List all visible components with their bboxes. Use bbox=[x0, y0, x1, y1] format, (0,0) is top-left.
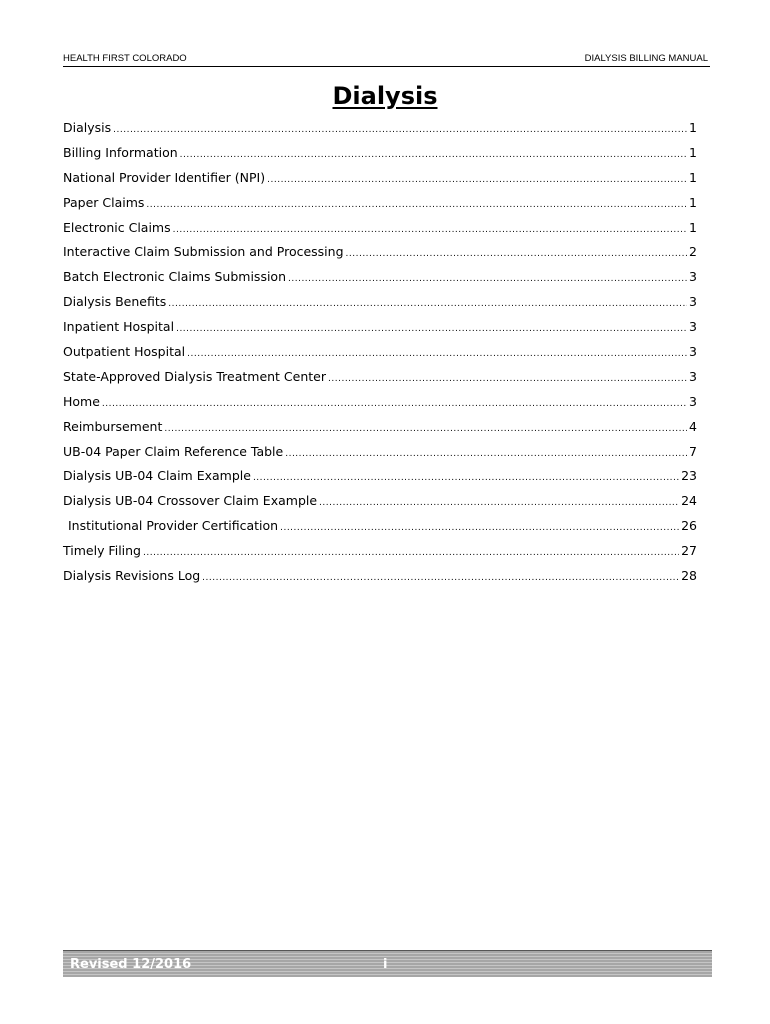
toc-leader-dots bbox=[146, 195, 687, 215]
toc-entry[interactable] bbox=[63, 466, 697, 491]
toc-entry-page: 28 bbox=[681, 568, 697, 584]
toc-entry[interactable] bbox=[63, 168, 697, 193]
toc-entry[interactable] bbox=[63, 541, 697, 566]
toc-entry-page: 3 bbox=[689, 269, 697, 285]
toc-entry[interactable] bbox=[63, 566, 697, 591]
toc-entry[interactable] bbox=[63, 442, 697, 467]
toc-entry[interactable] bbox=[63, 491, 697, 516]
page-number: i bbox=[383, 957, 388, 972]
toc-leader-dots bbox=[346, 244, 687, 264]
toc-leader-dots bbox=[253, 468, 679, 488]
running-header bbox=[63, 52, 710, 67]
toc-entry-page: 1 bbox=[689, 169, 697, 185]
toc-entry-label: Reimbursement bbox=[63, 418, 163, 434]
toc-entry[interactable] bbox=[63, 242, 697, 267]
revision-date: Revised 12/2016 bbox=[70, 957, 192, 972]
toc-entry-label: Dialysis UB-04 Claim Example bbox=[63, 468, 251, 484]
toc-leader-dots bbox=[202, 568, 679, 588]
toc-leader-dots bbox=[102, 394, 687, 414]
toc-entry[interactable] bbox=[63, 392, 697, 417]
toc-entry[interactable] bbox=[63, 143, 697, 168]
toc-entry-page: 23 bbox=[681, 468, 697, 484]
toc-entry-page: 3 bbox=[689, 294, 697, 310]
toc-entry-page: 7 bbox=[689, 443, 697, 459]
toc-entry-page: 3 bbox=[689, 368, 697, 384]
toc-entry[interactable] bbox=[63, 516, 697, 541]
toc-entry-label: Batch Electronic Claims Submission bbox=[63, 269, 286, 285]
toc-leader-dots bbox=[113, 120, 687, 140]
table-of-contents bbox=[63, 118, 697, 591]
toc-entry-label: Dialysis UB-04 Crossover Claim Example bbox=[63, 493, 318, 509]
toc-entry-page: 1 bbox=[689, 144, 697, 160]
toc-entry-label: Inpatient Hospital bbox=[63, 319, 175, 335]
toc-entry-page: 24 bbox=[681, 493, 697, 509]
page-footer bbox=[63, 950, 712, 977]
toc-entry-label: Outpatient Hospital bbox=[63, 344, 186, 360]
toc-entry-page: 1 bbox=[689, 194, 697, 210]
toc-entry-page: 1 bbox=[689, 219, 697, 235]
page-title: Dialysis bbox=[332, 82, 438, 110]
toc-entry-page: 3 bbox=[689, 393, 697, 409]
toc-entry-label: Institutional Provider Certification bbox=[68, 518, 279, 534]
toc-leader-dots bbox=[143, 543, 679, 563]
toc-leader-dots bbox=[328, 369, 687, 389]
toc-entry[interactable] bbox=[63, 118, 697, 143]
toc-leader-dots bbox=[267, 170, 687, 190]
toc-leader-dots bbox=[285, 444, 687, 464]
toc-entry-page: 26 bbox=[681, 518, 697, 534]
toc-entry-label: Dialysis Benefits bbox=[63, 294, 167, 310]
toc-entry-label: Dialysis Revisions Log bbox=[63, 568, 201, 584]
toc-leader-dots bbox=[176, 319, 687, 339]
toc-entry-label: Dialysis bbox=[63, 120, 112, 135]
toc-entry[interactable] bbox=[63, 317, 697, 342]
toc-entry[interactable] bbox=[63, 267, 697, 292]
toc-entry-label: State-Approved Dialysis Treatment Center bbox=[63, 368, 327, 384]
toc-entry-page: 27 bbox=[681, 543, 697, 559]
toc-entry[interactable] bbox=[63, 367, 697, 392]
toc-entry-page: 3 bbox=[689, 319, 697, 335]
toc-entry-label: Home bbox=[63, 393, 100, 409]
toc-entry-label: UB-04 Paper Claim Reference Table bbox=[63, 443, 284, 459]
header-organization: HEALTH FIRST COLORADO bbox=[63, 53, 187, 64]
toc-leader-dots bbox=[180, 145, 687, 165]
toc-leader-dots bbox=[319, 493, 679, 513]
header-manual-title: DIALYSIS BILLING MANUAL bbox=[584, 53, 708, 64]
toc-entry[interactable] bbox=[63, 417, 697, 442]
toc-entry[interactable] bbox=[63, 193, 697, 218]
toc-entry-page: 3 bbox=[689, 344, 697, 360]
toc-entry-label: Billing Information bbox=[63, 144, 178, 160]
toc-leader-dots bbox=[168, 294, 687, 314]
toc-leader-dots bbox=[187, 344, 687, 364]
toc-leader-dots bbox=[164, 419, 687, 439]
toc-entry[interactable] bbox=[63, 292, 697, 317]
toc-leader-dots bbox=[280, 518, 679, 538]
toc-leader-dots bbox=[173, 220, 687, 240]
toc-entry-label: Interactive Claim Submission and Processing bbox=[63, 244, 344, 260]
toc-entry-label: Electronic Claims bbox=[63, 219, 171, 235]
toc-entry-label: Paper Claims bbox=[63, 194, 145, 210]
toc-entry-page: 4 bbox=[689, 418, 697, 434]
toc-entry-label: Timely Filing bbox=[63, 543, 141, 559]
toc-entry-label: National Provider Identifier (NPI) bbox=[63, 169, 266, 185]
toc-leader-dots bbox=[288, 269, 687, 289]
toc-entry-page: 1 bbox=[689, 120, 697, 135]
toc-entry[interactable] bbox=[63, 342, 697, 367]
toc-entry-page: 2 bbox=[689, 244, 697, 260]
toc-entry[interactable] bbox=[63, 218, 697, 243]
